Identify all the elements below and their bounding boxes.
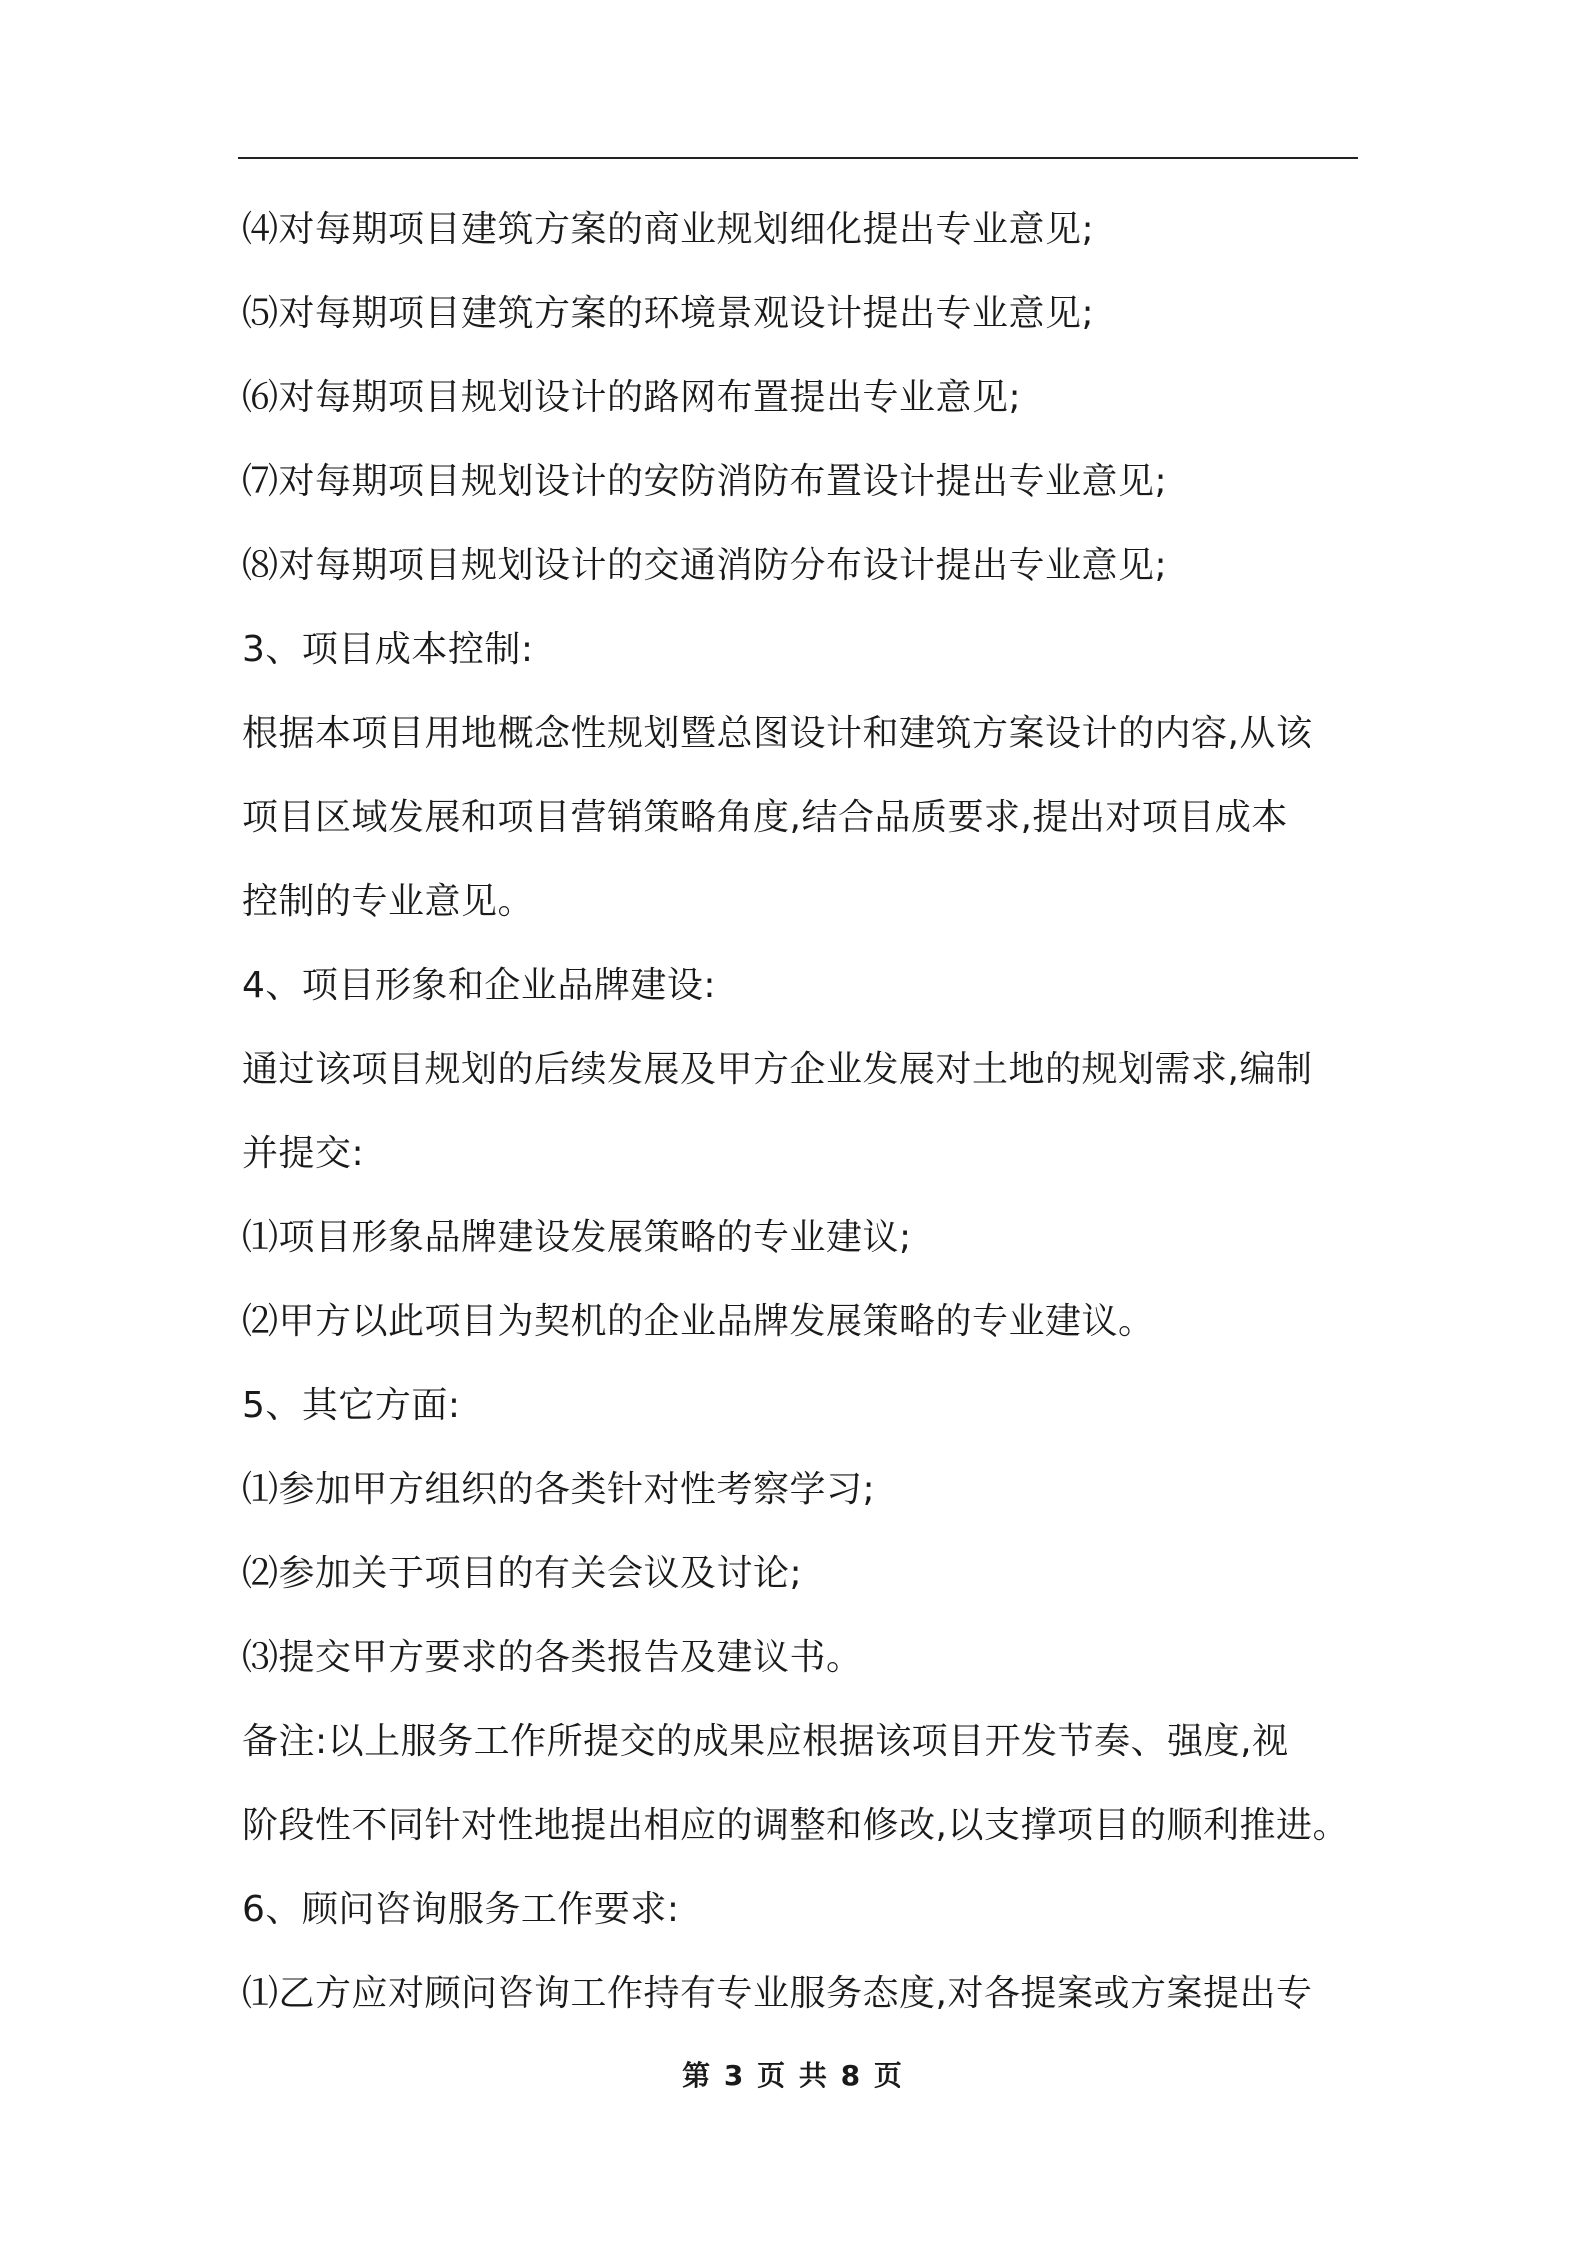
list-item: ⑷对每期项目建筑方案的商业规划细化提出专业意见;: [242, 209, 1095, 250]
paragraph-line: 通过该项目规划的后续发展及甲方企业发展对土地的规划需求,编制: [242, 1049, 1313, 1090]
list-item: ⑴参加甲方组织的各类针对性考察学习;: [242, 1469, 876, 1510]
list-item: ⑺对每期项目规划设计的安防消防布置设计提出专业意见;: [242, 461, 1168, 502]
list-item: ⑴项目形象品牌建设发展策略的专业建议;: [242, 1217, 912, 1258]
paragraph-line: 控制的专业意见。: [242, 881, 535, 922]
section-heading: 6、顾问咨询服务工作要求:: [242, 1889, 680, 1930]
list-item: ⑻对每期项目规划设计的交通消防分布设计提出专业意见;: [242, 545, 1168, 586]
paragraph-line: 并提交:: [242, 1133, 365, 1174]
section-heading: 5、其它方面:: [242, 1385, 461, 1426]
list-item: ⑹对每期项目规划设计的路网布置提出专业意见;: [242, 377, 1022, 418]
paragraph-line: 项目区域发展和项目营销策略角度,结合品质要求,提出对项目成本: [242, 797, 1288, 838]
list-item: ⑵甲方以此项目为契机的企业品牌发展策略的专业建议。: [242, 1301, 1155, 1342]
section-heading: 4、项目形象和企业品牌建设:: [242, 965, 717, 1006]
header-rule: [238, 157, 1358, 159]
page-number-footer: 第 3 页 共 8 页: [682, 2059, 904, 2092]
list-item: ⑵参加关于项目的有关会议及讨论;: [242, 1553, 803, 1594]
section-heading: 3、项目成本控制:: [242, 629, 534, 670]
list-item: ⑶提交甲方要求的各类报告及建议书。: [242, 1637, 863, 1678]
list-item: ⑸对每期项目建筑方案的环境景观设计提出专业意见;: [242, 293, 1095, 334]
list-item: ⑴乙方应对顾问咨询工作持有专业服务态度,对各提案或方案提出专: [242, 1973, 1313, 2014]
note-line: 备注:以上服务工作所提交的成果应根据该项目开发节奏、强度,视: [242, 1721, 1289, 1762]
note-line: 阶段性不同针对性地提出相应的调整和修改,以支撑项目的顺利推进。: [242, 1805, 1349, 1846]
paragraph-line: 根据本项目用地概念性规划暨总图设计和建筑方案设计的内容,从该: [242, 713, 1313, 754]
